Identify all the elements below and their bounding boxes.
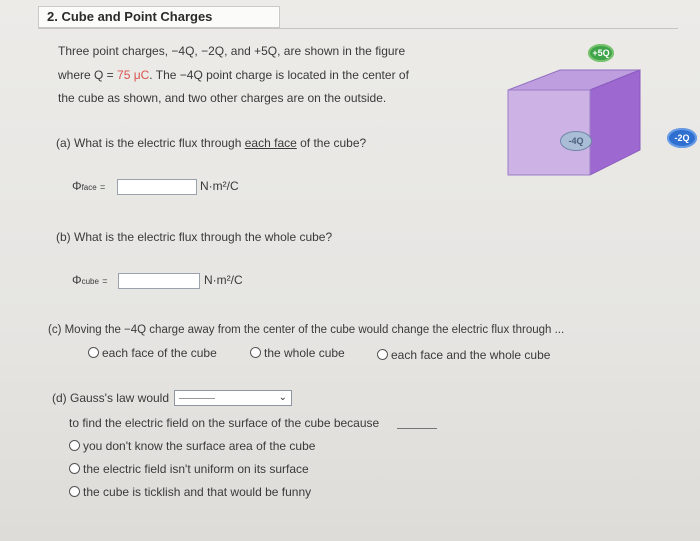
phi-symbol: Φ [72, 273, 82, 287]
charge-minus-4q: -4Q [560, 131, 592, 151]
phi-cube-input[interactable] [118, 273, 200, 289]
intro-line-2c: . The −4Q point charge is located in the center of [149, 68, 409, 82]
part-d-line-2: to find the electric field on the surface of the cube because [69, 416, 380, 430]
gauss-law-dropdown[interactable] [174, 390, 292, 406]
intro-line-3: the cube as shown, and two other charges are on the outside. [58, 91, 387, 105]
charge-minus-2q: -2Q [667, 128, 697, 148]
phi-cube-unit: N·m²/C [204, 273, 243, 287]
chevron-down-icon: ⌄ [278, 392, 287, 403]
radio-button[interactable] [88, 347, 99, 358]
option-label: the cube is ticklish and that would be funny [83, 485, 312, 499]
part-d-option-2[interactable] [69, 462, 309, 476]
part-d-option-1[interactable] [69, 439, 315, 453]
charge-plus-5q: +5Q [588, 44, 614, 62]
option-label: you don't know the surface area of the cube [83, 439, 316, 453]
part-b-question: (b) What is the electric flux through the whole cube? [56, 230, 333, 244]
part-d-line-1: (d) Gauss's law would [52, 391, 169, 405]
part-a-question [56, 136, 366, 150]
radio-button[interactable] [69, 463, 80, 474]
option-label: the whole cube [264, 346, 345, 360]
phi-cube-subscript: cube [81, 277, 99, 286]
phi-face-subscript: face [81, 183, 97, 192]
phi-symbol: Φ [72, 179, 82, 193]
equals-sign: = [100, 182, 106, 192]
intro-line-1: Three point charges, −4Q, −2Q, and +5Q, are shown in the figure [58, 44, 406, 58]
phi-face-unit: N·m²/C [200, 179, 239, 193]
cube-figure [500, 40, 700, 200]
option-label: each face of the cube [102, 346, 217, 360]
option-label: each face and the whole cube [391, 348, 551, 362]
radio-button[interactable] [250, 347, 261, 358]
phi-face-input[interactable] [117, 179, 197, 195]
q-value: 75 μC [117, 68, 150, 82]
title-divider [38, 28, 678, 29]
phi-face-label [72, 179, 105, 193]
answer-blank-line [397, 428, 437, 429]
intro-line-2 [58, 68, 409, 82]
part-c-option-2[interactable] [250, 346, 345, 360]
phi-cube-label [72, 273, 108, 287]
part-c-question: (c) Moving the −4Q charge away from the center of the cube would change the electric flux through ... [48, 324, 565, 336]
radio-button[interactable] [377, 349, 388, 360]
option-label: the electric field isn't uniform on its surface [83, 462, 309, 476]
part-a-q-after: of the cube? [296, 136, 367, 150]
part-c-option-1[interactable] [88, 346, 217, 360]
part-a-q-before: (a) What is the electric flux through [56, 136, 245, 150]
each-face-link: each face [244, 136, 297, 150]
radio-button[interactable] [69, 486, 80, 497]
part-d-option-3[interactable] [69, 485, 311, 499]
equals-sign: = [102, 276, 108, 286]
dropdown-placeholder-dash [179, 398, 215, 399]
part-c-option-3[interactable] [377, 348, 550, 362]
radio-button[interactable] [69, 440, 80, 451]
question-title: 2. Cube and Point Charges [38, 6, 280, 28]
intro-line-2a: where Q = [58, 68, 118, 82]
